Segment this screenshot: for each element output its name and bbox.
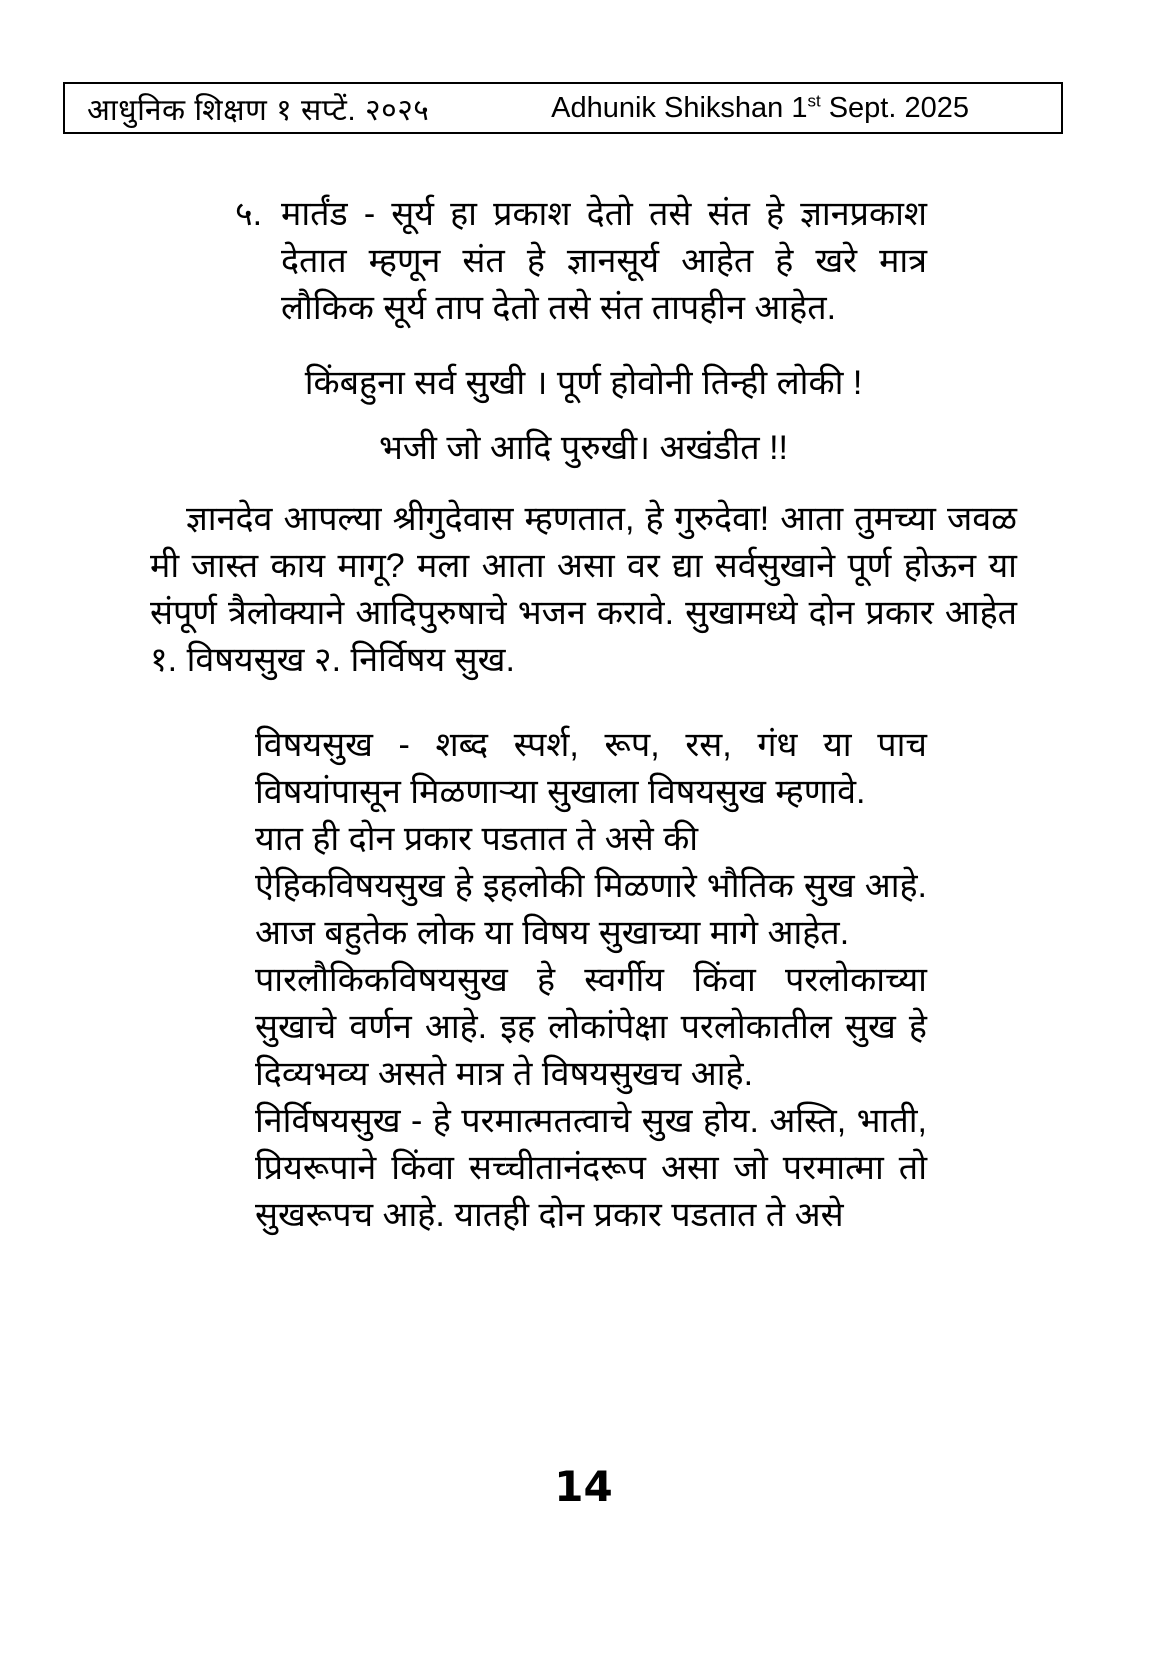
- header-left-title: आधुनिक शिक्षण १ सप्टें. २०२५: [87, 93, 430, 127]
- verse-line-2: भजी जो आदि पुरुखी। अखंडीत !!: [378, 429, 788, 467]
- page-number: 14: [554, 1462, 613, 1511]
- sub-paragraph-nirvishayasukh: निर्विषयसुख - हे परमात्मतत्वाचे सुख होय. अस्ति, भाती, प्रियरूपाने किंवा सच्चीतानंदरूप असा जो परमात्मा तो सुखरूपच आहे. यातही दोन प्रकार पडतात ते असे: [255, 1102, 927, 1234]
- list-item-text: मार्तंड - सूर्य हा प्रकाश देतो तसे संत हे ज्ञानप्रकाश देतात म्हणून संत हे ज्ञानसूर्य आहेत हे खरे मात्र लौकिक सूर्य ताप देतो तसे संत तापहीन आहेत.: [281, 195, 927, 327]
- sub-paragraph-two-types: यात ही दोन प्रकार पडतात ते असे की: [255, 820, 699, 858]
- page-header: [63, 82, 1063, 134]
- list-item-number: ५.: [235, 195, 263, 233]
- numbered-list-item-5: [150, 191, 1017, 332]
- sub-paragraph-vishayasukh: विषयसुख - शब्द स्पर्श, रूप, रस, गंध या पाच विषयांपासून मिळणाऱ्या सुखाला विषयसुख म्हणावे.: [255, 726, 927, 811]
- verse-line-1: किंबहुना सर्व सुखी । पूर्ण होवोनी तिन्ही लोकी !: [304, 364, 863, 402]
- body-paragraph: ज्ञानदेव आपल्या श्रीगुदेवास म्हणतात, हे गुरुदेवा! आता तुमच्या जवळ मी जास्त काय मागू? मला आता असा वर द्या सर्वसुखाने पूर्ण होऊन या संपूर्ण त्रैलोक्याने आदिपुरुषाचे भजन करावे. सुखामध्ये दोन प्रकार आहेत १. विषयसुख २. निर्विषय सुख.: [150, 500, 1017, 679]
- header-right-date: Sept. 2025: [828, 91, 969, 124]
- header-right-title: [551, 92, 1039, 125]
- header-right-main: Adhunik Shikshan 1: [551, 91, 808, 124]
- sub-paragraph-paralaukika: पारलौकिकविषयसुख हे स्वर्गीय किंवा परलोकाच्या सुखाचे वर्णन आहे. इह लोकांपेक्षा परलोकातील सुख हे दिव्यभव्य असते मात्र ते विषयसुखच आहे.: [255, 961, 927, 1093]
- indented-block: [150, 722, 1017, 1239]
- sub-paragraph-aihika: ऐहिकविषयसुख हे इहलोकी मिळणारे भौतिक सुख आहे. आज बहुतेक लोक या विषय सुखाच्या मागे आहेत.: [255, 867, 927, 952]
- header-right-ordinal-suffix: st: [807, 90, 821, 110]
- page-body: [150, 191, 1017, 1239]
